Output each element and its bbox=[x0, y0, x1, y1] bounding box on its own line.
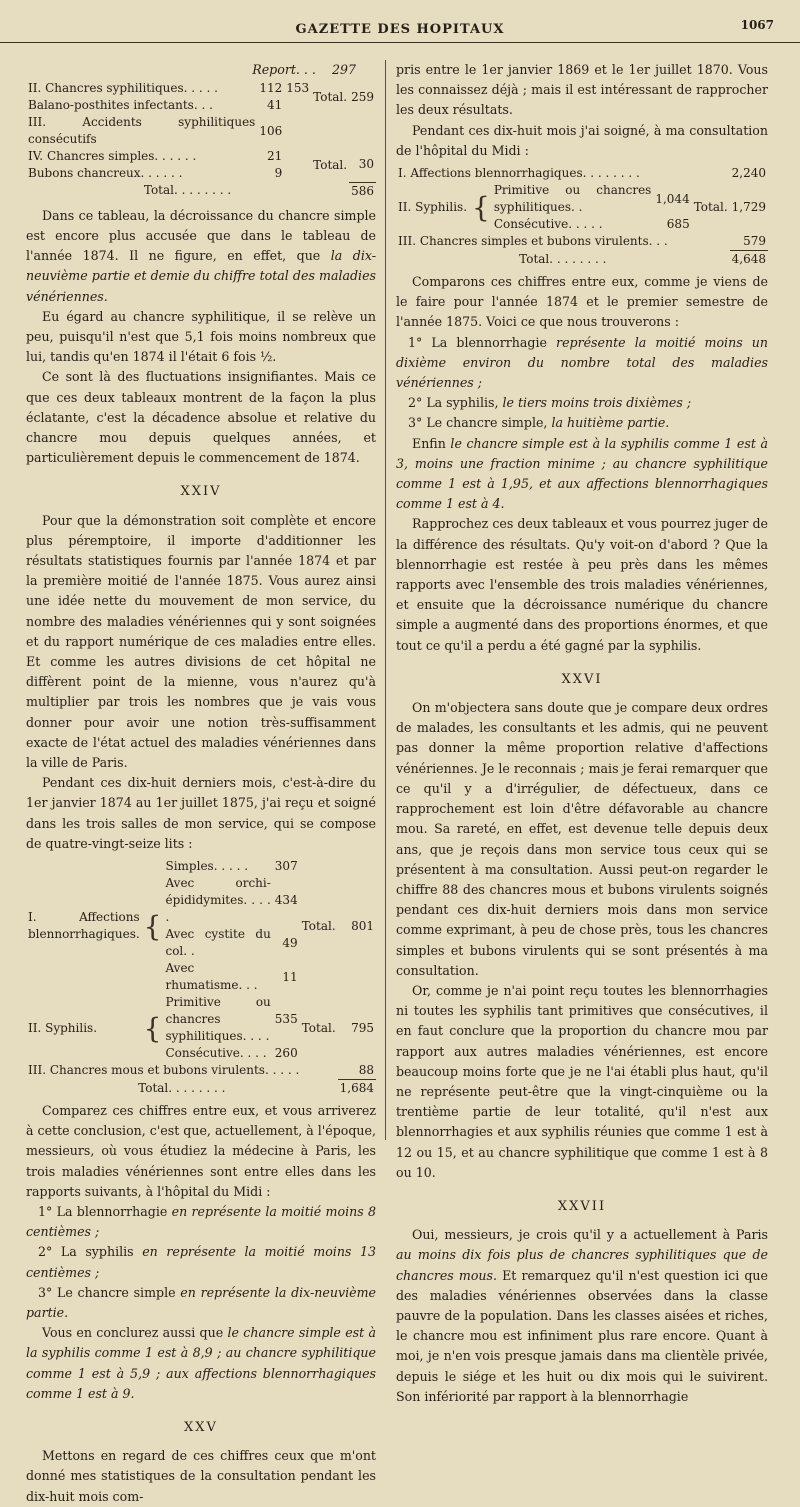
page-number: 1067 bbox=[740, 18, 774, 32]
row-total: 30 bbox=[358, 157, 374, 172]
row-value: 21 bbox=[266, 149, 283, 164]
row-value: 685 bbox=[666, 217, 690, 232]
row-total: 795 bbox=[351, 1020, 374, 1035]
row-total: 801 bbox=[351, 918, 374, 933]
row-value: 307 bbox=[274, 859, 298, 873]
row-value: 11 bbox=[282, 969, 298, 984]
total-value: 1,684 bbox=[339, 1081, 374, 1095]
total-row bbox=[26, 182, 376, 200]
list-item: 1° La blennorrhagie en représente la moitié moins 8 centièmes ; bbox=[26, 1204, 376, 1240]
row-label: Avec orchi-épididymites. . . . . bbox=[165, 876, 271, 924]
total-value: 586 bbox=[351, 183, 374, 198]
paragraph: Eu égard au chancre syphilitique, il se relève un peu, puisqu'il n'est que 5,1 fois moins nombreux que lui, tandis qu'en 1874 il l'était 6 fois ½. bbox=[26, 308, 376, 365]
row-label: I. Affections blennorrhagiques. . . . . . . . bbox=[398, 166, 640, 181]
row-label: Consécutive. . . . . bbox=[493, 217, 603, 232]
row-total-label: Total. bbox=[313, 89, 348, 104]
left-column bbox=[26, 60, 376, 1507]
journal-title: GAZETTE DES HOPITAUX bbox=[295, 22, 505, 37]
row-value: 434 bbox=[274, 893, 298, 907]
row-label: Bubons chancreux. . . . . . bbox=[28, 166, 183, 181]
total-label: Total. . . . . . . . bbox=[143, 183, 232, 198]
list-item: 1° La blennorrhagie représente la moitié moins un dixième environ du nombre total des maladies vénériennes ; bbox=[396, 334, 768, 391]
row-value: 9 bbox=[274, 166, 283, 181]
row-value: 106 bbox=[259, 123, 283, 138]
paragraph: pris entre le 1er janvier 1869 et le 1er juillet 1870. Vous les connaissez déjà ; mais il est intéressant de rapprocher les deux résultats. bbox=[396, 62, 768, 118]
section-heading: XXVI bbox=[561, 671, 603, 687]
stats-table-2 bbox=[26, 858, 376, 1097]
paragraph: Comparez ces chiffres entre eux, et vous arriverez à cette conclusion, c'est que, actuellement, à l'époque, messieurs, où vous étudiez la médecine à Paris, les trois maladies vénériennes sont entre elles dans les rapports suivants, à l'hôpital du Midi : bbox=[26, 1103, 376, 1199]
row-total-label: Total. bbox=[693, 200, 728, 215]
paragraph: Oui, messieurs, je crois qu'il y a actuellement à Paris au moins dix fois plus de chancres syphilitiques que de chancres mous. Et remarquez qu'il n'est question ici que des maladies vénériennes observées dans la classe pauvre de la population. Dans les classes aisées et riches, le chancre mou est infiniment plus rare encore. Quant à moi, je n'en vois presque jamais dans ma clientèle privée, depuis le siége et les huit ou dix mois qui le suivirent. Son infériorité par rapport à la blennorrhagie bbox=[396, 1227, 768, 1404]
row-label: Simples. . . . . bbox=[165, 859, 249, 873]
total-value: 4,648 bbox=[731, 252, 766, 267]
paragraph: Vous en conclurez aussi que le chancre simple est à la syphilis comme 1 est à 8,9 ; au chancre syphilitique comme 1 est à 5,9 ; aux affections blennorrhagiques comme 1 est à 9. bbox=[26, 1325, 376, 1401]
row-label: Balano-posthites infectants. . . bbox=[28, 98, 213, 113]
paragraph: Pendant ces dix-huit mois j'ai soigné, à ma consultation de l'hôpital du Midi : bbox=[396, 122, 768, 158]
row-label: II. Chancres syphilitiques. . . . . bbox=[28, 81, 218, 96]
row-label: Consécutive. . . . bbox=[165, 1046, 267, 1060]
total-row bbox=[26, 1080, 376, 1098]
paragraph: Pour que la démonstration soit complète et encore plus péremptoire, il importe d'additionner les résultats statistiques fournis par l'année 1874 et par la première moitié de l'année 1875. Vous aurez ainsi une idée nette du mouvement de mon service, du nombre des maladies vénériennes qui y sont soignées et du rapport numérique de ces maladies entre elles. Et comme les autres divisions de cet hôpital ne diffèrent point de la mienne, vous n'aurez qu'à multiplier par trois les nombres que je vais vous donner pour avoir une notion très-suffisamment exacte de l'état actuel des maladies vénériennes dans la ville de Paris. bbox=[26, 512, 376, 770]
row-label: IV. Chancres simples. . . . . . bbox=[28, 149, 197, 164]
group-label: I. Affections blennorrhagiques. bbox=[28, 910, 140, 941]
paragraph: Enfin le chancre simple est à la syphilis comme 1 est à 3, moins une fraction minime ; au chancre syphilitique comme 1 est à 1,95, et aux affections blennorrhagiques comme 1 est à 4. bbox=[396, 435, 768, 512]
table-row bbox=[26, 1062, 376, 1080]
row-value: 260 bbox=[274, 1046, 298, 1060]
total-label: Total. . . . . . . . bbox=[138, 1080, 226, 1095]
list-item: 3° Le chancre simple, la huitième partie. bbox=[408, 415, 670, 431]
right-column bbox=[396, 60, 768, 1407]
row-total-label: Total. bbox=[301, 1020, 336, 1035]
table-row bbox=[396, 182, 768, 216]
group-label: II. Syphilis. bbox=[398, 200, 468, 215]
table-row bbox=[26, 858, 376, 875]
paragraph: Dans ce tableau, la décroissance du chancre simple est encore plus accusée que dans le tableau de l'année 1874. Il ne figure, en effet, que la dix-neuvième partie et demie du chiffre total des maladies vénériennes. bbox=[26, 207, 376, 304]
table-row bbox=[26, 148, 376, 165]
paragraph: Or, comme je n'ai point reçu toutes les blennorrhagies ni toutes les syphilis tant primitives que consécutives, il en faut conclure que la proportion du chancre mou par rapport aux autres maladies vénériennes, est encore beaucoup moins forte que je ne l'ai établi plus haut, qu'il ne représente peut-être que la vingt-cinquième ou la trentième partie de leur totalité, qu'il n'est aux blennorrhagies et aux syphilis réunies que comme 1 est à 12 ou 15, et au chancre syphilitique que comme 1 est à 8 ou 10. bbox=[396, 982, 768, 1180]
table-row bbox=[26, 994, 376, 1045]
group-label: II. Syphilis. bbox=[28, 1020, 98, 1035]
brace-icon: { bbox=[143, 1011, 162, 1045]
row-value: 112 bbox=[259, 81, 283, 96]
paragraph: Ce sont là des fluctuations insignifiantes. Mais ce que ces deux tableaux montrent de la façon la plus éclatante, c'est la décadence absolue et relative du chancre mou depuis quelques années, et particulièrement depuis le commencement de 1874. bbox=[26, 369, 376, 466]
table-row bbox=[26, 80, 376, 97]
paragraph: On m'objectera sans doute que je compare deux ordres de malades, les consultants et les admis, qui ne peuvent pas donner la même proportion relative d'affections vénériennes. Je le reconnais ; mais je ferai remarquer que ce qu'il y a d'irrégulier, de défectueux, dans ce rapprochement est loin d'être défavorable au chancre mou. Sa rareté, en effet, est devenue telle depuis deux ans, que je reçois dans mon service tous ceux qui se présentent à ma consultation. Aussi peut-on regarder le chiffre 88 des chancres mous et bubons virulents soignés pendant ces dix-huit derniers mois dans mon service comme exprimant, à peu de chose près, tous les chancres simples et bubons virulents qui se sont présentés à ma consultation. bbox=[396, 700, 768, 978]
brace-icon: { bbox=[472, 191, 490, 225]
row-total-label: Total. bbox=[301, 918, 336, 933]
row-label: III. Chancres mous et bubons virulents. . . . . bbox=[28, 1063, 300, 1078]
row-label: Primitive ou chancres syphilitiques. . bbox=[493, 183, 652, 215]
row-subtotal: 153 bbox=[286, 81, 310, 96]
row-value: 49 bbox=[282, 935, 298, 950]
paragraph: Pendant ces dix-huit derniers mois, c'est-à-dire du 1er janvier 1874 au 1er juillet 1875, j'ai reçu et soigné dans les trois salles de mon service, qui se compose de quatre-vingt-seize lits : bbox=[26, 775, 376, 851]
row-total: 259 bbox=[351, 89, 374, 104]
brace-icon: { bbox=[143, 909, 162, 943]
row-label: Primitive ou chancres syphilitiques. . . . bbox=[165, 995, 271, 1043]
row-label: Avec rhumatisme. . . bbox=[165, 961, 258, 992]
paragraph: Comparons ces chiffres entre eux, comme je viens de le faire pour l'année 1874 et le premier semestre de l'année 1875. Voici ce que nous trouverons : bbox=[396, 274, 768, 330]
paragraph: Mettons en regard de ces chiffres ceux que m'ont donné mes statistiques de la consultation pendant les dix-huit mois com- bbox=[26, 1448, 376, 1504]
row-total: 1,729 bbox=[731, 200, 766, 215]
stats-table-3 bbox=[396, 165, 768, 268]
row-value: 535 bbox=[274, 1012, 298, 1026]
table-row bbox=[396, 165, 768, 182]
table-row bbox=[26, 114, 376, 148]
report-value: 297 bbox=[331, 62, 356, 77]
list-item: 3° Le chancre simple en représente la dix-neuvième partie. bbox=[26, 1284, 376, 1321]
row-value: 88 bbox=[358, 1063, 374, 1077]
row-value: 2,240 bbox=[731, 166, 766, 181]
row-value: 579 bbox=[743, 234, 766, 249]
paragraph: Rapprochez ces deux tableaux et vous pourrez juger de la différence des résultats. Qu'y voit-on d'abord ? Que la blennorrhagie est restée à peu près dans les mêmes rapports avec l'ensemble des trois maladies vénériennes, et ensuite que la décroissance numérique du chancre simple a augmenté dans des proportions énormes, et que tout ce qu'il a perdu a été gagné par la syphilis. bbox=[396, 516, 768, 653]
total-row bbox=[396, 251, 768, 269]
total-label: Total. . . . . . . . bbox=[519, 251, 607, 266]
list-item: 2° La syphilis, le tiers moins trois dixièmes ; bbox=[408, 395, 692, 411]
list-item: 2° La syphilis en représente la moitié moins 13 centièmes ; bbox=[26, 1244, 376, 1280]
report-line bbox=[26, 60, 376, 80]
report-label: Report. . . bbox=[252, 62, 316, 77]
section-heading: XXIV bbox=[180, 484, 222, 500]
row-label: Avec cystite du col. . bbox=[165, 927, 271, 958]
row-label: III. Chancres simples et bubons virulents. . . bbox=[398, 234, 668, 249]
section-heading: XXV bbox=[184, 1420, 218, 1436]
table-row bbox=[396, 233, 768, 251]
running-header bbox=[0, 12, 800, 43]
column-divider bbox=[385, 60, 386, 1140]
row-total-label: Total. bbox=[313, 157, 348, 172]
stats-table-1 bbox=[26, 80, 376, 200]
row-label: III. Accidents syphilitiques consécutifs bbox=[28, 115, 256, 147]
section-heading: XXVII bbox=[557, 1198, 607, 1214]
row-value: 1,044 bbox=[655, 191, 690, 206]
row-value: 41 bbox=[266, 98, 283, 113]
